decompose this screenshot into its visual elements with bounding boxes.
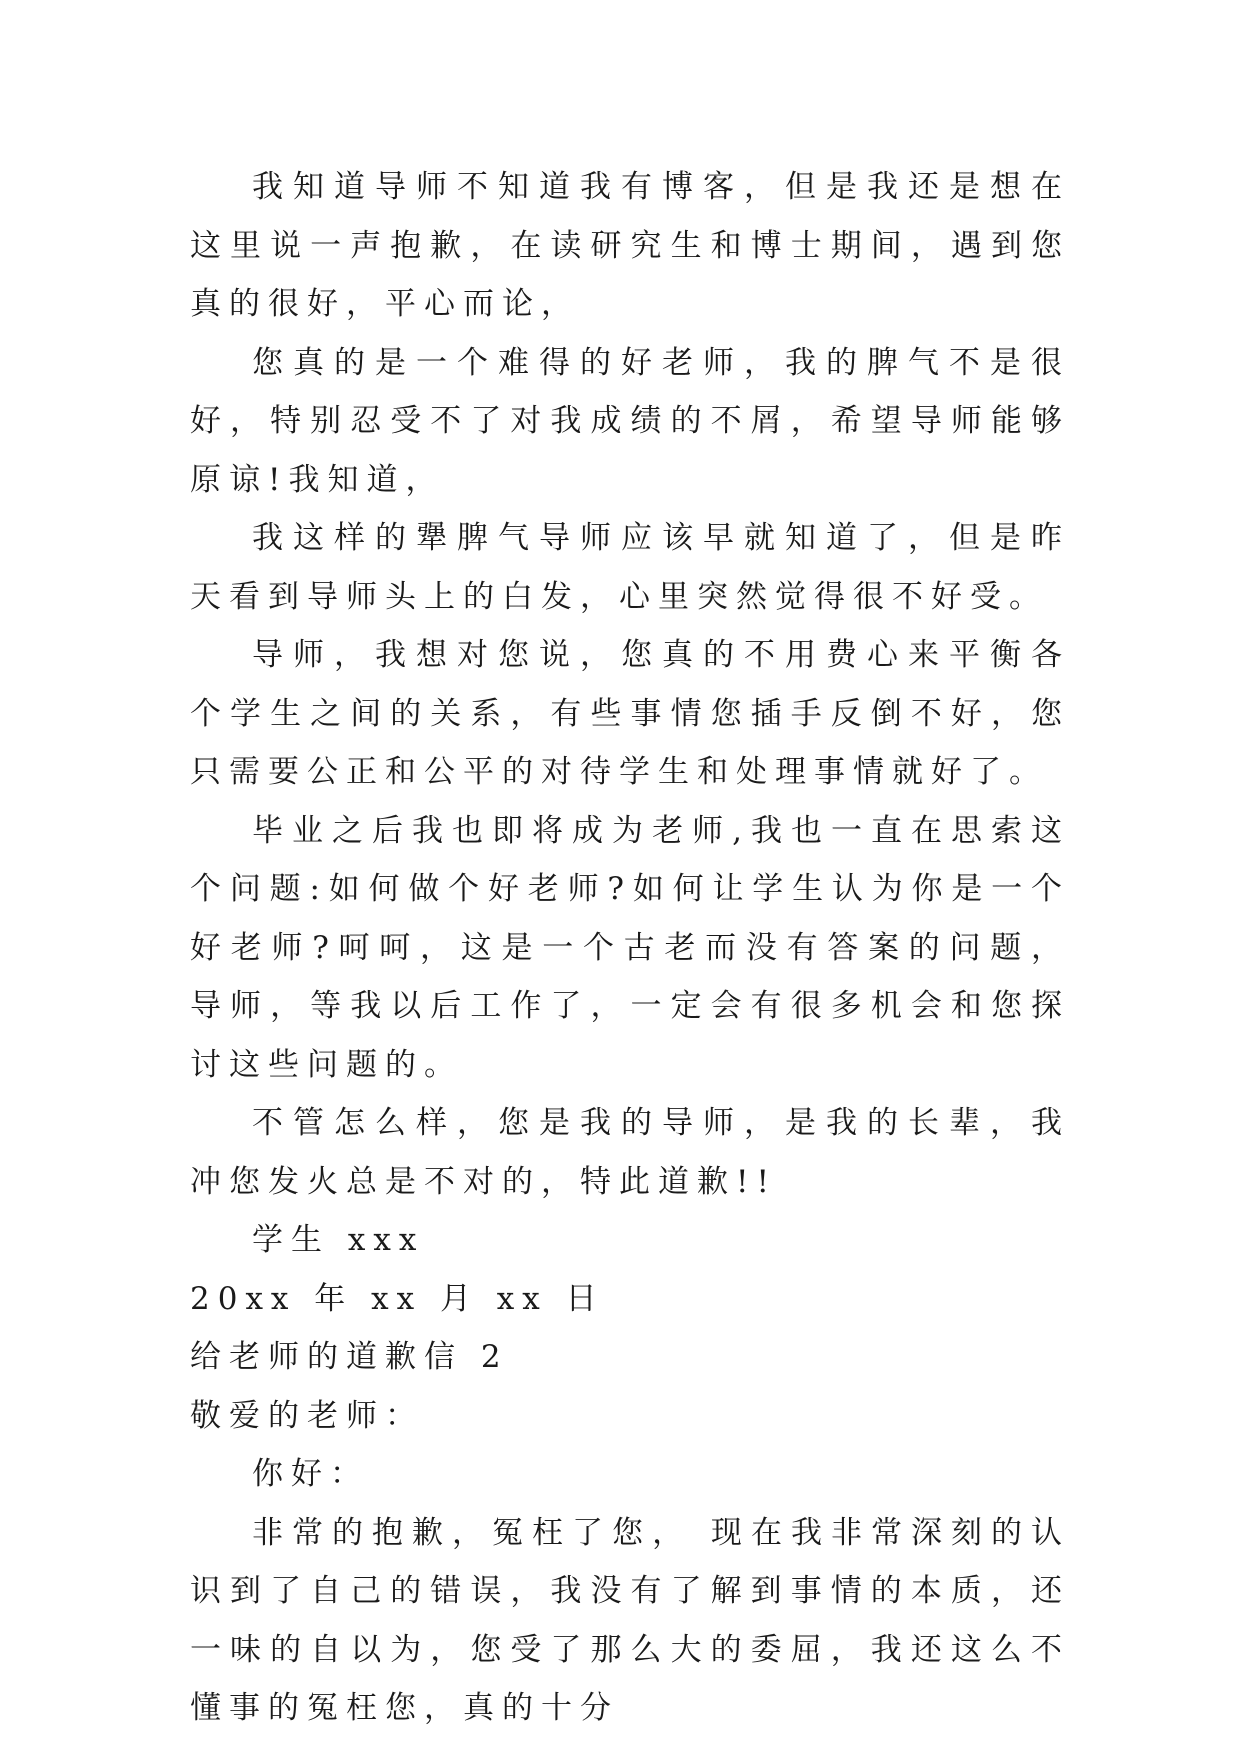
letter-2-salutation: 敬爱的老师： — [190, 1397, 424, 1434]
paragraph-1: 我知道导师不知道我有博客，但是我还是想在这里说一声抱歉，在读研究生和博士期间，遇到您真的很好，平心而论， — [190, 169, 1070, 322]
letter-2-title: 给老师的道歉信 2 — [190, 1339, 509, 1375]
paragraph-4: 导师，我想对您说，您真的不用费心来平衡各个学生之间的关系，有些事情您插手反倒不好，您只需要公正和公平的对待学生和处理事情就好了。 — [190, 637, 1070, 790]
paragraph-3: 我这样的犟脾气导师应该早就知道了，但是昨天看到导师头上的白发，心里突然觉得很不好受。 — [190, 520, 1070, 615]
signature: 学生 xxx — [252, 1222, 425, 1258]
paragraph-2: 您真的是一个难得的好老师，我的脾气不是很好，特别忍受不了对我成绩的不屑，希望导师能够原谅!我知道， — [190, 344, 1070, 498]
paragraph-5: 毕业之后我也即将成为老师,我也一直在思索这个问题:如何做个好老师?如何让学生认为你是一个好老师?呵呵，这是一个古老而没有答案的问题，导师，等我以后工作了，一定会有很多机会和您探讨这些问题的。 — [190, 812, 1070, 1083]
letter-2-paragraph-1: 非常的抱歉，冤枉了您， 现在我非常深刻的认识到了自己的错误，我没有了解到事情的本质，还一味的自以为，您受了那么大的委屈，我还这么不懂事的冤枉您，真的十分 — [190, 1514, 1070, 1726]
document-body — [190, 158, 1070, 1738]
letter-2-greeting: 你好： — [252, 1456, 369, 1492]
date-line: 20xx 年 xx 月 xx 日 — [190, 1280, 605, 1317]
paragraph-6: 不管怎么样，您是我的导师，是我的长辈，我冲您发火总是不对的，特此道歉!! — [190, 1105, 1070, 1200]
